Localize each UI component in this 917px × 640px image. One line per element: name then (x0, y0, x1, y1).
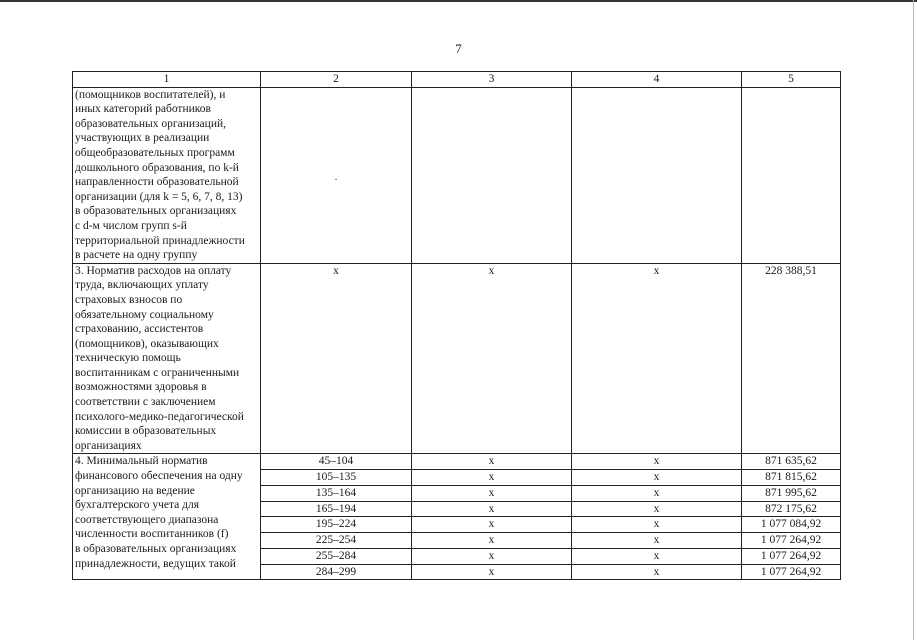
value-cell: 1 077 264,92 (742, 564, 841, 580)
col4-cell: x (572, 485, 742, 501)
description-line: страховых взносов по (75, 293, 183, 306)
col4-cell: x (572, 454, 742, 470)
col3-cell: x (412, 517, 572, 533)
description-line: организациях (75, 439, 142, 452)
continuation-col-2 (261, 87, 412, 263)
col3-cell: x (412, 548, 572, 564)
col3-cell: x (412, 454, 572, 470)
description-line: участвующих в реализации (75, 132, 210, 145)
row3-col-2: x (261, 263, 412, 454)
description-line: организации (для k = 5, 6, 7, 8, 13) (75, 190, 243, 203)
range-cell: 165–194 (261, 501, 412, 517)
col3-cell: x (412, 485, 572, 501)
range-cell: 105–135 (261, 470, 412, 486)
stray-mark: · (334, 174, 338, 186)
description-line: направленности образовательной (75, 176, 239, 189)
col4-cell: x (572, 470, 742, 486)
table-row-4-sub-1 (73, 454, 841, 470)
row3-col-3: x (412, 263, 572, 454)
col4-cell: x (572, 533, 742, 549)
header-col-1: 1 (73, 72, 261, 88)
description-line: с d-м числом групп s-й (75, 219, 187, 232)
col4-cell: x (572, 564, 742, 580)
description-line: 3. Норматив расходов на оплату (75, 264, 232, 277)
description-line: 4. Минимальный норматив (75, 455, 208, 468)
description-line: обязательному социальному (75, 308, 214, 321)
col4-cell: x (572, 501, 742, 517)
col3-cell: x (412, 470, 572, 486)
description-line: соответствии с заключением (75, 396, 216, 409)
row3-value: 228 388,51 (742, 263, 841, 454)
value-cell: 871 995,62 (742, 485, 841, 501)
description-line: дошкольного образования, по k-й (75, 161, 239, 174)
description-line: воспитанникам с ограниченными (75, 366, 240, 379)
description-line: возможностями здоровья в (75, 381, 207, 394)
col4-cell: x (572, 517, 742, 533)
header-col-2: 2 (261, 72, 412, 88)
table-row-3 (73, 263, 841, 454)
row3-description (73, 263, 261, 454)
description-line: финансового обеспечения на одну (75, 470, 243, 483)
range-cell: 195–224 (261, 517, 412, 533)
financial-norms-table (72, 71, 841, 580)
continuation-col-3 (412, 87, 572, 263)
description-line: численности воспитанников (f) (75, 528, 229, 541)
right-edge-line (913, 0, 914, 640)
header-col-5: 5 (742, 72, 841, 88)
value-cell: 1 077 084,92 (742, 517, 841, 533)
header-col-3: 3 (412, 72, 572, 88)
description-line: в образовательных организациях (75, 205, 237, 218)
description-line: образовательных организаций, (75, 117, 226, 130)
row4-description (73, 454, 261, 580)
top-edge-line (0, 0, 917, 2)
header-col-4: 4 (572, 72, 742, 88)
col3-cell: x (412, 533, 572, 549)
continuation-col-5 (742, 87, 841, 263)
description-line: принадлежности, ведущих такой (75, 557, 236, 570)
header-row (73, 72, 841, 88)
description-line: психолого-медико-педагогической (75, 410, 244, 423)
range-cell: 255–284 (261, 548, 412, 564)
row3-col-4: x (572, 263, 742, 454)
description-line: организацию на ведение (75, 484, 195, 497)
value-cell: 871 815,62 (742, 470, 841, 486)
description-line: в образовательных организациях (75, 543, 237, 555)
table-row-continuation (73, 87, 841, 263)
description-line: труда, включающих уплату (75, 279, 209, 292)
description-line: иных категорий работников (75, 103, 211, 116)
value-cell: 1 077 264,92 (742, 533, 841, 549)
value-cell: 1 077 264,92 (742, 548, 841, 564)
description-line: страхованию, ассистентов (75, 323, 204, 336)
description-line: (помощников воспитателей), и (75, 88, 226, 101)
continuation-description (73, 87, 261, 263)
range-cell: 135–164 (261, 485, 412, 501)
col3-cell: x (412, 501, 572, 517)
col4-cell: x (572, 548, 742, 564)
description-line: техническую помощь (75, 352, 181, 365)
range-cell: 45–104 (261, 454, 412, 470)
col3-cell: x (412, 564, 572, 580)
description-line: (помощников), оказывающих (75, 337, 219, 350)
range-cell: 225–254 (261, 533, 412, 549)
continuation-col-4 (572, 87, 742, 263)
value-cell: 872 175,62 (742, 501, 841, 517)
description-line: территориальной принадлежности (75, 234, 245, 247)
description-line: соответствующего диапазона (75, 513, 219, 526)
description-line: комиссии в образовательных (75, 425, 217, 438)
description-line: в расчете на одну группу (75, 249, 198, 262)
description-line: общеобразовательных программ (75, 146, 235, 159)
page-number: 7 (455, 41, 462, 56)
value-cell: 871 635,62 (742, 454, 841, 470)
range-cell: 284–299 (261, 564, 412, 580)
description-line: бухгалтерского учета для (75, 499, 200, 512)
